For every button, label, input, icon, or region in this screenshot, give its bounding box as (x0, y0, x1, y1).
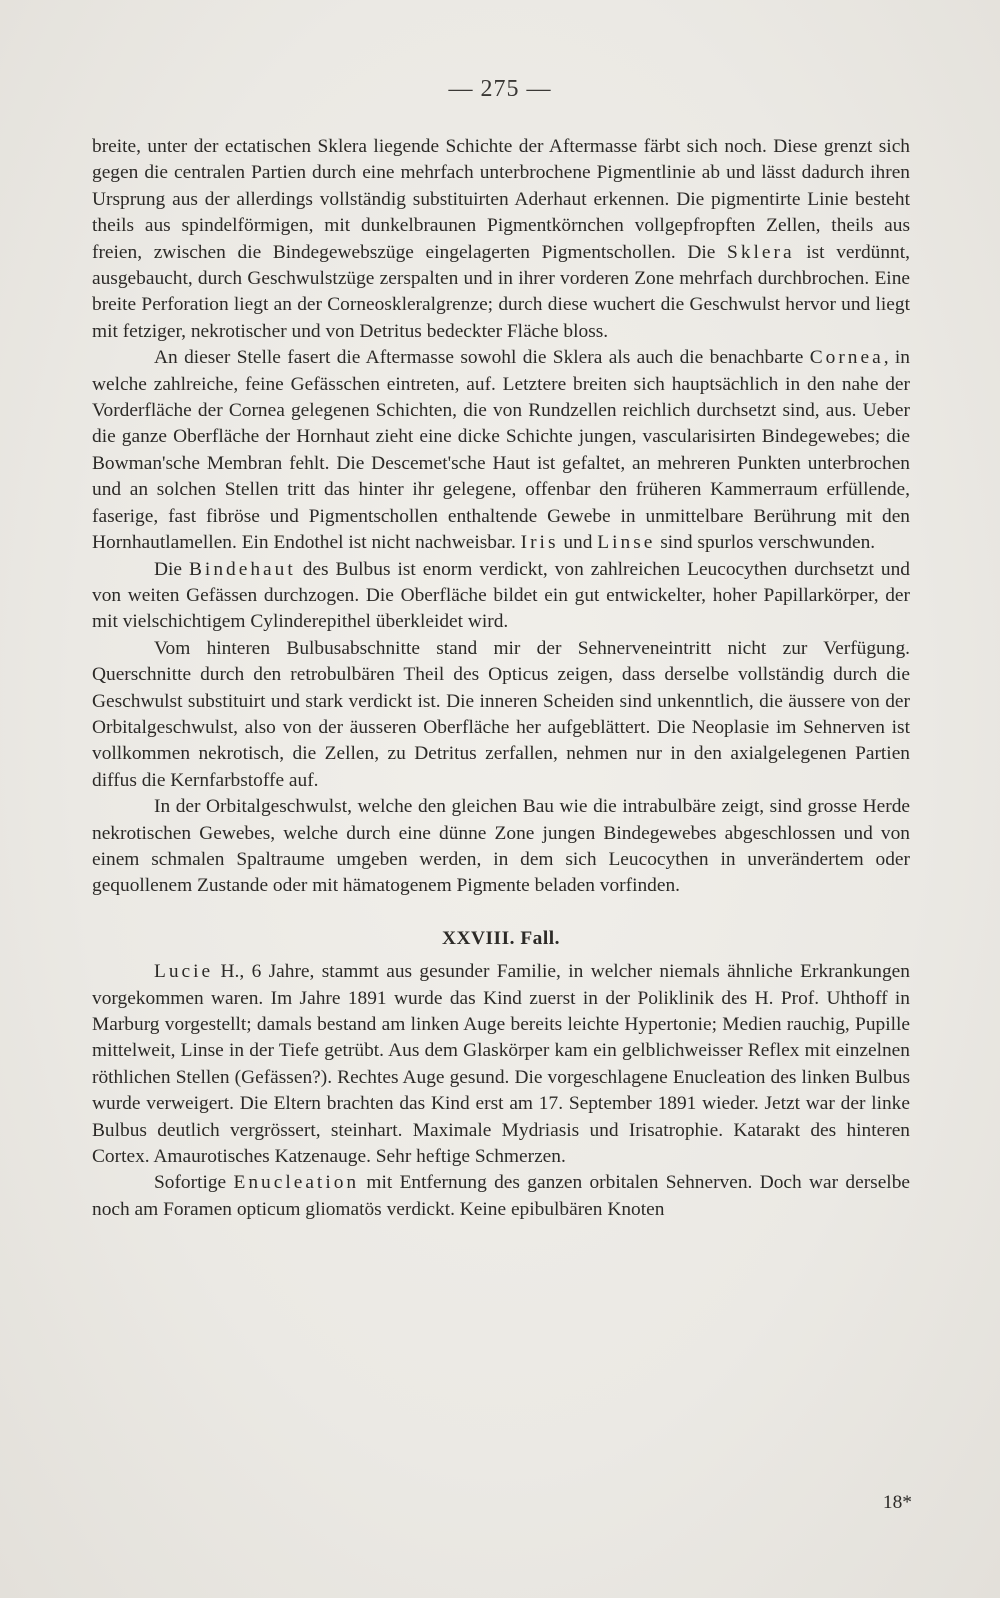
text-segment: sind spurlos verschwunden. (655, 532, 876, 554)
paragraph (92, 636, 910, 794)
text-segment: Sofortige (154, 1172, 234, 1194)
text-segment: mit Entfernung des ganzen orbitalen Sehnerven. Doch war derselbe noch am Foramen opticum gliomatös verdickt. Keine epibulbären Knoten (92, 1172, 911, 1220)
text-segment: des Bulbus ist enorm verdickt, von zahlreichen Leucocythen durchsetzt und von weiten Gefässen durchzogen. Die Oberfläche bildet ein gut entwickelter, hoher Papillarkörper, der mit vielschichtigem Cylinderepithel überkleidet wird. (92, 558, 910, 633)
paragraph (92, 557, 910, 636)
paragraphs-before-heading (92, 134, 910, 900)
text-segment: H., 6 Jahre, stammt aus gesunder Familie, in welcher niemals ähnliche Erkrankungen vorgekommen waren. Im Jahre 1891 wurde das Kind zuerst in der Poliklinik des H. Prof. Uhthoff in Marburg vorgestellt; damals bestand am linken Auge bereits leichte Hypertonie; Medien rauchig, Pupille mittelweit, Linse in der Tiefe getrübt. Aus dem Glaskörper kam ein gelblichweisser Reflex mit einzelnen röthlichen Stellen (Gefässen?). Rechtes Auge gesund. Die vorgeschlagene Enucleation des linken Bulbus wurde verweigert. Die Eltern brachten das Kind erst am 17. September 1891 wieder. Jetzt war der linke Bulbus deutlich vergrössert, steinhart. Maximale Mydriasis und Irisatrophie. Katarakt des hinteren Cortex. Amaurotisches Katzenauge. Sehr heftige Schmerzen. (92, 961, 910, 1168)
page-number: — 275 — (448, 76, 552, 102)
signature-mark: 18* (882, 1492, 912, 1513)
body-text (92, 134, 910, 1223)
text-segment: ist verdünnt, ausgebaucht, durch Geschwulstzüge zerspalten und in ihrer vorderen Zone mehrfach durchbrochen. Eine breite Perforation liegt an der Corneoskleralgrenze; durch diese wuchert die Geschwulst hervor und liegt mit fetziger, nekrotischer und von Detritus bedeckter Fläche bloss. (92, 241, 910, 342)
text-segment: An dieser Stelle fasert die Aftermasse sowohl die Sklera als auch die benachbarte (154, 347, 810, 369)
text-segment: , in welche zahlreiche, feine Gefässchen eintreten, auf. Letztere breiten sich hauptsächlich in den nahe der Vorderfläche der Cornea gelegenen Schichten, die von Rundzellen reichlich durchsetzt sind, aus. Ueber die ganze Oberfläche der Hornhaut zieht eine dicke Schichte jungen, vascularisirten Bindegewebes; die Bowman'sche Membran fehlt. Die Descemet'sche Haut ist gefaltet, an mehreren Punkten unterbrochen und an solchen Stellen tritt das hinter ihr gelegene, offenbar den früheren Kammerraum erfüllende, faserige, fast fibröse und Pigmentschollen enthaltende Gewebe in unmittelbare Berührung mit den Hornhautlamellen. Ein Endothel ist nicht nachweisbar. (92, 347, 910, 554)
emphasized-term: Lucie (154, 961, 214, 983)
emphasized-term: Bindehaut (189, 558, 296, 580)
emphasized-term: Iris (520, 532, 559, 554)
paragraph (92, 134, 910, 345)
text-segment: In der Orbitalgeschwulst, welche den gleichen Bau wie die intrabulbäre zeigt, sind grosse Herde nekrotischen Gewebes, welche durch eine dünne Zone jungen Bindegewebes abgeschlossen und von einem schmalen Spaltraume umgeben werden, in dem sich Leucocythen in unverändertem oder gequollenem Zustande oder mit hämatogenem Pigmente beladen vorfinden. (92, 796, 910, 897)
emphasized-term: Sklera (727, 241, 795, 263)
text-segment: und (558, 532, 598, 554)
text-segment: Vom hinteren Bulbusabschnitte stand mir der Sehnerveneintritt nicht zur Verfügung. Querschnitte durch den retrobulbären Theil des Opticus zeigen, dass derselbe vollständig durch die Geschwulst substituirt und stark verdickt ist. Die inneren Scheiden sind unkenntlich, die äussere von der Orbitalgeschwulst, also von der äusseren Oberfläche her aufgeblättert. Die Neoplasie im Sehnerven ist vollkommen nekrotisch, die Zellen, zu Detritus zerfallen, nehmen nur in den axialgelegenen Partien diffus die Kernfarbstoffe auf. (92, 637, 910, 791)
paragraph (92, 345, 910, 556)
text-segment: breite, unter der ectatischen Sklera liegende Schichte der Aftermasse färbt sich noch. Diese grenzt sich gegen die centralen Partien durch eine mehrfach unterbrochene Pigmentlinie ab und lässt dadurch ihren Ursprung aus der allerdings vollständig substituirten Aderhaut erkennen. Die pigmentirte Linie besteht theils aus spindelförmigen, mit dunkelbraunen Pigmentkörnchen vollgepfropften Zellen, theils aus freien, zwischen die Bindegewebszüge eingelagerten Pigmentschollen. Die (92, 136, 910, 263)
section-heading: XXVIII. Fall. (441, 927, 560, 949)
emphasized-term: Linse (597, 532, 656, 554)
paragraph (92, 1170, 910, 1223)
paragraph (92, 959, 910, 1170)
text-segment: Die (154, 558, 189, 580)
emphasized-term: Cornea (809, 347, 884, 369)
paragraph (92, 794, 910, 900)
emphasized-term: Enucleation (233, 1172, 360, 1194)
paragraphs-after-heading (92, 959, 910, 1223)
